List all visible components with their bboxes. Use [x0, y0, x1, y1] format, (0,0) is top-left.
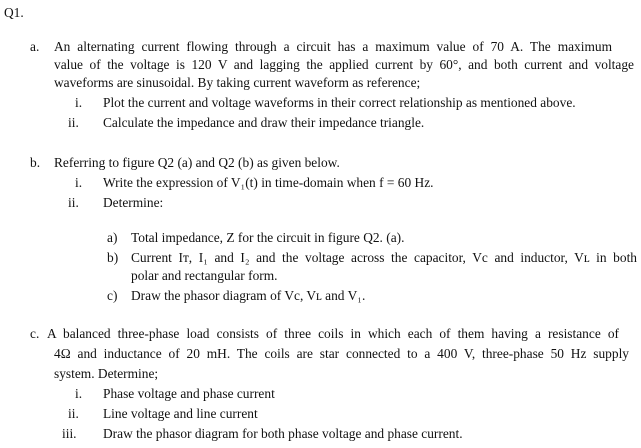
part-b-sub-b-line-2: polar and rectangular form. [131, 268, 278, 283]
part-c-item-2-marker: ii. [68, 406, 79, 421]
part-a-item-1-marker: i. [75, 95, 83, 110]
part-a-marker: a. [30, 39, 40, 54]
part-b-sub-a-text: Total impedance, Z for the circuit in figure Q2. (a). [131, 230, 405, 245]
part-c-item-3-text: Draw the phasor diagram for both phase voltage and phase current. [103, 426, 463, 441]
part-b-sub-b-marker: b) [107, 250, 119, 265]
question-label: Q1. [4, 5, 24, 20]
part-b-sub-a-marker: a) [107, 230, 118, 245]
part-b-item-1-marker: i. [75, 175, 83, 190]
part-c-item-3-marker: iii. [62, 426, 77, 441]
part-b-sub-b-line-1: Current Iᴛ, I₁ and I₂ and the voltage across the capacitor, Vc and inductor, Vʟ in both [131, 250, 637, 265]
part-c-line-3: system. Determine; [54, 366, 159, 381]
part-a-item-2-text: Calculate the impedance and draw their impedance triangle. [103, 115, 425, 130]
part-c-item-1-marker: i. [75, 386, 83, 401]
part-a-line-3: waveforms are sinusoidal. By taking current waveform as reference; [54, 75, 421, 90]
part-a-item-1-text: Plot the current and voltage waveforms in their correct relationship as mentioned above. [103, 95, 576, 110]
part-a-line-2: value of the voltage is 120 V and lagging the applied current by 60°, and both current and voltage [54, 57, 634, 72]
part-a-item-2-marker: ii. [68, 115, 79, 130]
part-c-item-2-text: Line voltage and line current [103, 406, 258, 421]
part-a-line-1: An alternating current flowing through a circuit has a maximum value of 70 A. The maximum [54, 39, 612, 54]
part-c-line-1: A balanced three-phase load consists of three coils in which each of them having a resistance of [47, 326, 619, 341]
part-c-marker: c. [30, 326, 40, 341]
part-b-item-1-text: Write the expression of V₁(t) in time-domain when f = 60 Hz. [103, 175, 434, 190]
part-b-marker: b. [30, 155, 41, 170]
part-c-item-1-text: Phase voltage and phase current [103, 386, 275, 401]
part-b-sub-c-marker: c) [107, 288, 118, 303]
part-b-intro: Referring to figure Q2 (a) and Q2 (b) as given below. [54, 155, 340, 170]
part-b-sub-c-text: Draw the phasor diagram of Vc, Vʟ and V₁. [131, 288, 366, 303]
part-c-line-2: 4Ω and inductance of 20 mH. The coils are star connected to a 400 V, three-phase 50 Hz supply [54, 346, 629, 361]
part-b-item-2-text: Determine: [103, 195, 164, 210]
part-b-item-2-marker: ii. [68, 195, 79, 210]
